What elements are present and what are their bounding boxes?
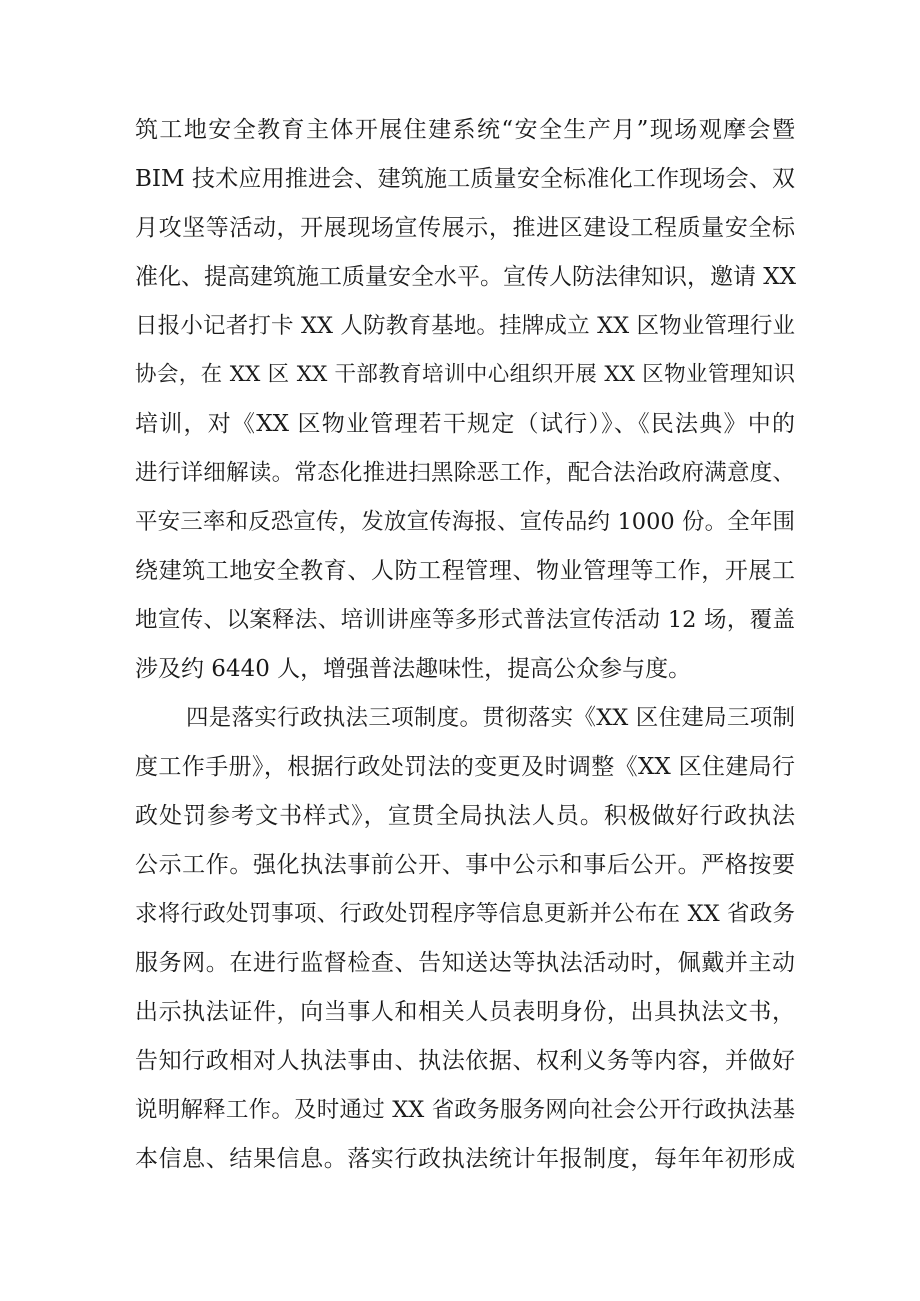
paragraph-2-line-5: 求将行政处罚事项、行政处罚程序等信息更新并公布在 XX 省政务 (135, 901, 795, 927)
paragraph-1-line-9: 平安三率和反恐宣传，发放宣传海报、宣传品约 1000 份。全年围 (135, 509, 795, 535)
paragraph-1-line-10: 绕建筑工地安全教育、人防工程管理、物业管理等工作，开展工 (135, 558, 795, 584)
paragraph-1-line-11: 地宣传、以案释法、培训讲座等多形式普法宣传活动 12 场，覆盖 (135, 607, 795, 633)
paragraph-2-line-3: 政处罚参考文书样式》，宣贯全局执法人员。积极做好行政执法 (135, 803, 795, 829)
paragraph-1-line-8: 进行详细解读。常态化推进扫黑除恶工作，配合法治政府满意度、 (135, 460, 795, 486)
paragraph-1-line-6: 协会，在 XX 区 XX 干部教育培训中心组织开展 XX 区物业管理知识 (135, 362, 795, 387)
paragraph-1-line-1: 筑工地安全教育主体开展住建系统“安全生产月”现场观摩会暨 (135, 117, 795, 143)
paragraph-2-line-1: 四是落实行政执法三项制度。贯彻落实《XX 区住建局三项制 (186, 705, 795, 731)
paragraph-1-line-3: 月攻坚等活动，开展现场宣传展示，推进区建设工程质量安全标 (135, 215, 795, 241)
paragraph-2-line-10: 本信息、结果信息。落实行政执法统计年报制度，每年年初形成 (135, 1146, 795, 1172)
paragraph-2-line-4: 公示工作。强化执法事前公开、事中公示和事后公开。严格按要 (135, 852, 795, 878)
paragraph-1-line-7: 培训，对《XX 区物业管理若干规定（试行）》、《民法典》中的 (135, 411, 795, 437)
paragraph-1-line-5: 日报小记者打卡 XX 人防教育基地。挂牌成立 XX 区物业管理行业 (135, 313, 795, 339)
paragraph-2-line-2: 度工作手册》，根据行政处罚法的变更及时调整《XX 区住建局行 (135, 754, 795, 780)
paragraph-2-line-7: 出示执法证件，向当事人和相关人员表明身份，出具执法文书， (135, 999, 795, 1025)
paragraph-2-line-8: 告知行政相对人执法事由、执法依据、权利义务等内容，并做好 (135, 1048, 795, 1074)
paragraph-1-line-12: 涉及约 6440 人，增强普法趣味性，提高公众参与度。 (135, 656, 692, 682)
paragraph-1-line-4: 准化、提高建筑施工质量安全水平。宣传人防法律知识，邀请 XX (135, 264, 797, 290)
paragraph-2-line-9: 说明解释工作。及时通过 XX 省政务服务网向社会公开行政执法基 (135, 1097, 795, 1123)
paragraph-2-line-6: 服务网。在进行监督检查、告知送达等执法活动时，佩戴并主动 (135, 950, 795, 976)
paragraph-1-line-2: BIM 技术应用推进会、建筑施工质量安全标准化工作现场会、双 (135, 166, 795, 192)
